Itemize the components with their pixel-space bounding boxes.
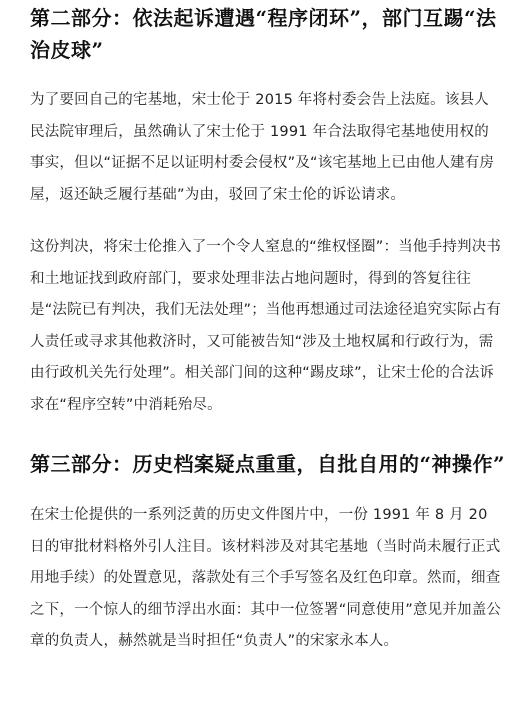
paragraph-lawsuit: 为了要回自己的宅基地，宋士伦于 2015 年将村委会告上法庭。该县人民法院审理后，虽然确认了宋士伦于 1991 年合法取得宅基地使用权的事实，但以“证据不足以证明村委会侵权”及“该宅基地上已由他人建有房屋，返还缺乏履行基础”为由，驳回了宋士伦的诉讼请求。 [30, 92, 495, 203]
section-heading-part-two: 第二部分：依法起诉遭遇“程序闭环”，部门互踢“法治皮球” [30, 6, 497, 62]
section-heading-part-three: 第三部分：历史档案疑点重重，自批自用的“神操作” [30, 452, 506, 476]
paragraph-historical-archive: 在宋士伦提供的一系列泛黄的历史文件图片中，一份 1991 年 8 月 20 日的审批材料格外引人注目。该材料涉及对其宅基地（当时尚未履行正式用地手续）的处置意见，落款处有三个手写签名及红色印章。然而，细查之下，一个惊人的细节浮出水面：其中一位签署“同意使用”意见并加盖公章的负责人，赫然就是当时担任“负责人”的宋家永本人。 [30, 507, 502, 649]
paragraph-rights-loop: 这份判决，将宋士伦推入了一个令人窒息的“维权怪圈”：当他手持判决书和土地证找到政府部门，要求处理非法占地问题时，得到的答复往往是“法院已有判决，我们无法处理”；当他再想通过司法途径追究实际占有人责任或寻求其他救济时，又可能被告知“涉及土地权属和行政行为，需由行政机关先行处理”。相关部门间的这种“踢皮球”，让宋士伦的合法诉求在“程序空转”中消耗殆尽。 [30, 239, 502, 413]
